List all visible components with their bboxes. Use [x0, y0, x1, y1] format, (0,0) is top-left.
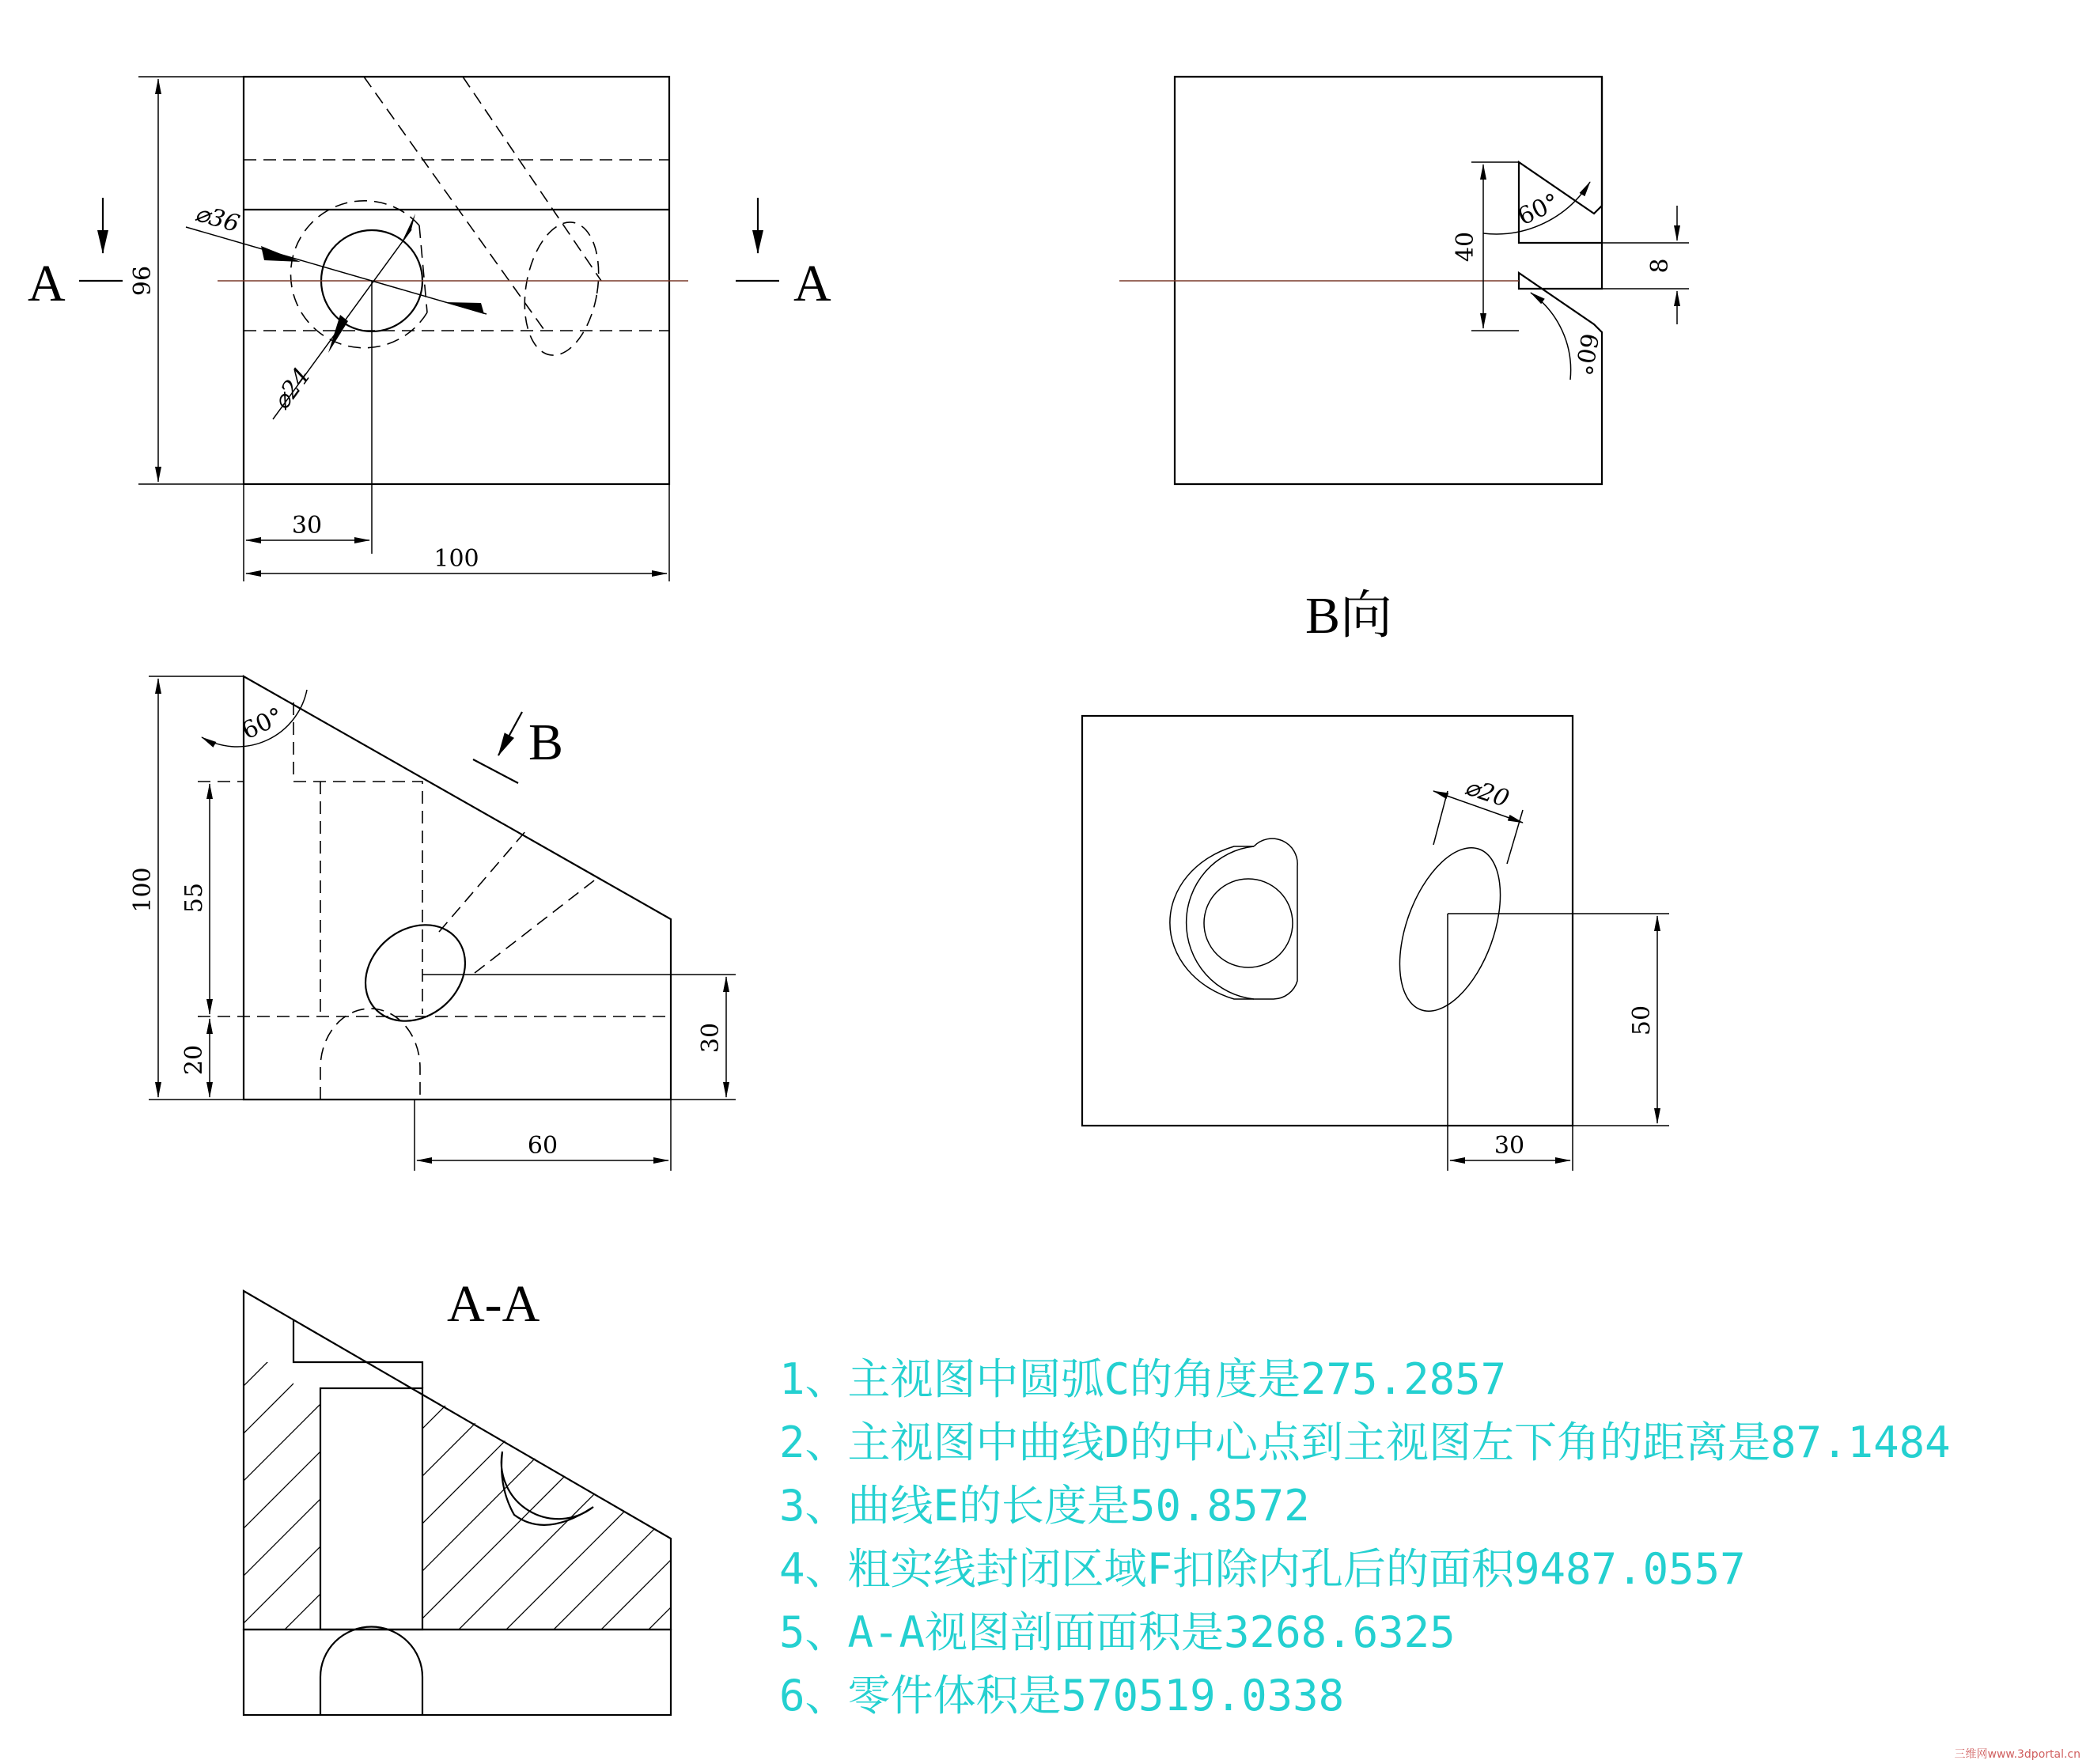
section-marker-left: A	[28, 255, 66, 312]
side-lower-dim: 20	[180, 1044, 208, 1076]
notes	[779, 1354, 1951, 1720]
note-6: 6、零件体积是570519.0338	[779, 1671, 1345, 1720]
aux-height-dim: 50	[1628, 1005, 1656, 1036]
front-offset-dim: 30	[291, 512, 323, 539]
aux-view	[1082, 716, 1669, 1171]
section-title: A-A	[447, 1275, 540, 1333]
side-upper-dim: 55	[180, 882, 208, 914]
front-hole-outer-dim: ⌀36	[191, 199, 243, 239]
direction-marker-b: B	[528, 714, 564, 771]
side-height-dim: 100	[129, 867, 157, 913]
front-hole-inner-dim: ⌀24	[267, 362, 316, 415]
front-view	[28, 77, 831, 581]
front-height-dim: 96	[129, 265, 157, 297]
side-angle-dim: 60°	[237, 702, 288, 746]
b-gap-dim: 8	[1646, 258, 1674, 274]
b-slot-dim: 40	[1452, 231, 1479, 263]
section-view	[158, 1139, 712, 1764]
b-view	[1119, 77, 1689, 645]
aux-hole-dim: ⌀20	[1461, 773, 1513, 813]
b-view-title: B向	[1305, 587, 1393, 645]
aux-offset-dim: 30	[1494, 1132, 1525, 1160]
note-1: 1、主视图中圆弧C的角度是275.2857	[779, 1354, 1507, 1404]
note-4: 4、粗实线封闭区域F扣除内孔后的面积9487.0557	[779, 1544, 1746, 1594]
front-width-dim: 100	[434, 545, 479, 573]
section-marker-right: A	[793, 255, 831, 312]
side-view	[129, 676, 736, 1171]
b-angle-top-dim: 60°	[1513, 188, 1564, 232]
side-bottom-dim: 60	[527, 1132, 558, 1160]
note-2: 2、主视图中曲线D的中心点到主视图左下角的距离是87.1484	[779, 1418, 1951, 1467]
note-5: 5、A-A视图剖面面积是3268.6325	[779, 1607, 1456, 1657]
side-right-dim: 30	[697, 1022, 725, 1054]
note-3: 3、曲线E的长度是50.8572	[779, 1481, 1310, 1531]
watermark: 三维网www.3dportal.cn	[1954, 1748, 2081, 1761]
b-angle-bottom-dim: 60°	[1568, 331, 1603, 378]
